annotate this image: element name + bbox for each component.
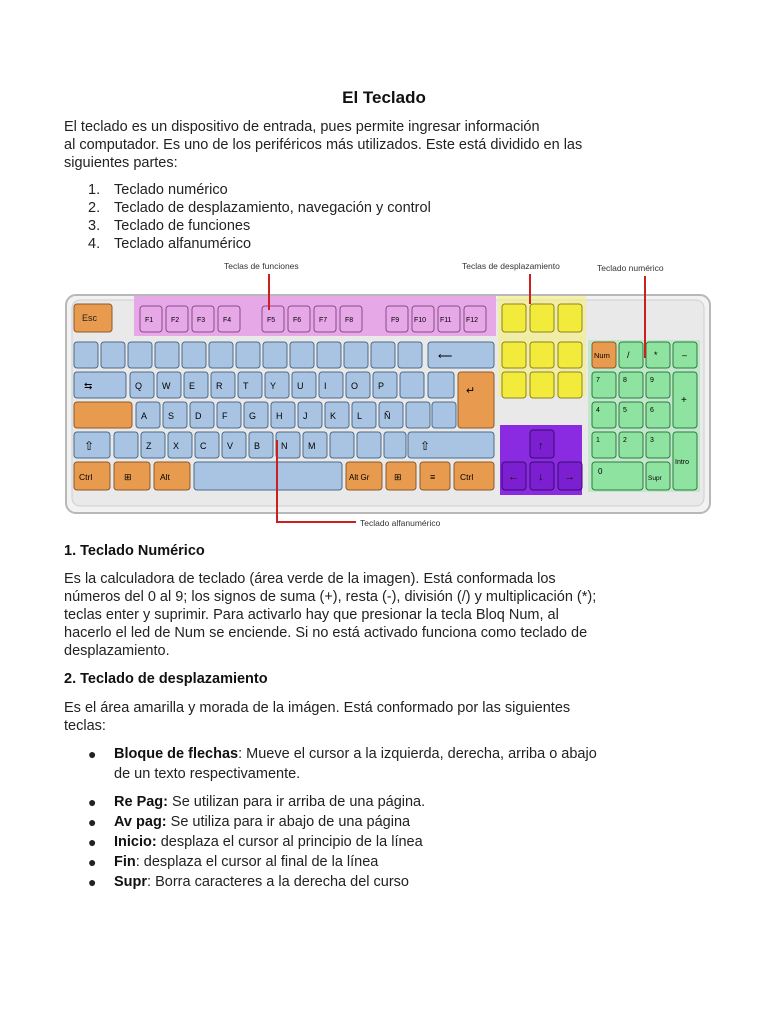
key-num-1 — [592, 432, 616, 458]
keyboard-diagram — [64, 260, 714, 530]
key-number-row — [101, 342, 125, 368]
key-accent-grave — [400, 372, 424, 398]
bullet-text: desplaza el cursor al principio de la línea — [156, 834, 423, 850]
key-alt-label: Alt — [160, 472, 170, 482]
key-num-8 — [619, 372, 643, 398]
key-e — [184, 372, 208, 398]
intro-line: siguientes partes: — [64, 155, 178, 171]
key-enye-label: Ñ — [384, 411, 391, 421]
key-h — [271, 402, 295, 428]
digit-5: 5 — [623, 407, 627, 414]
key-number-row — [263, 342, 287, 368]
key-inicio — [530, 342, 554, 368]
bullet-term: Supr — [114, 874, 148, 890]
key-v-label: V — [227, 441, 234, 451]
bullet-term: Bloque de flechas — [114, 746, 239, 762]
key-num-5 — [619, 402, 643, 428]
bullet-text: de un texto respectivamente. — [114, 766, 301, 782]
key-g-label: G — [249, 411, 257, 421]
key-k — [325, 402, 349, 428]
shift-icon: ⇧ — [84, 439, 95, 453]
key-v — [222, 432, 246, 458]
key-supr-nav — [502, 372, 526, 398]
menu-icon: ≡ — [430, 472, 436, 482]
key-plus-asterisk — [428, 372, 454, 398]
key-x — [168, 432, 192, 458]
list-text: Teclado de desplazamiento, navegación y control — [114, 200, 431, 216]
list-item — [88, 832, 648, 852]
key-ctrl-right-label: Ctrl — [460, 472, 474, 482]
digit-6: 6 — [650, 407, 654, 414]
key-tab — [74, 372, 126, 398]
key-ctrl-left-label: Ctrl — [79, 472, 93, 482]
section1-paragraph — [64, 570, 664, 660]
key-l-label: L — [357, 411, 363, 421]
key-period — [357, 432, 381, 458]
plus-icon: + — [681, 395, 687, 406]
key-f5-label: F5 — [267, 317, 276, 324]
key-s-label: S — [168, 411, 175, 421]
key-t-label: T — [243, 381, 249, 391]
key-e-label: E — [189, 381, 196, 391]
bullet-text: : Borra caracteres a la derecha del curso — [147, 874, 409, 890]
list-item — [88, 217, 431, 235]
key-number-row — [128, 342, 152, 368]
key-bloq-despl — [530, 304, 554, 332]
list-text: Teclado alfanumérico — [114, 236, 252, 252]
key-f1-label: F1 — [145, 317, 154, 324]
paragraph-line: hacerlo el led de Num se enciende. Si no está activado funciona como teclado de — [64, 625, 588, 641]
list-item — [88, 852, 648, 872]
key-m-label: M — [308, 441, 316, 451]
key-number-row — [371, 342, 395, 368]
bullet-text: : desplaza el cursor al final de la línea — [135, 854, 379, 870]
list-item — [88, 744, 648, 784]
bullet-text: Se utilizan para ir arriba de una página. — [168, 794, 426, 810]
key-f7-label: F7 — [319, 317, 328, 324]
key-b-label: B — [254, 441, 261, 451]
key-bloq-mayus — [74, 402, 132, 428]
key-d-label: D — [195, 411, 202, 421]
divide-icon: / — [627, 350, 630, 360]
paragraph-line: teclas enter y suprimir. Para activarlo hay que presionar la tecla Bloq Num, al — [64, 607, 559, 623]
label-functions: Teclas de funciones — [224, 261, 299, 271]
key-r-label: R — [216, 381, 223, 391]
intro-line: El teclado es un dispositivo de entrada, pues permite ingresar información — [64, 119, 540, 135]
key-av-pag — [558, 372, 582, 398]
parts-list — [88, 181, 431, 253]
key-num-4 — [592, 402, 616, 428]
key-number-row — [74, 342, 98, 368]
list-number: 3. — [88, 218, 101, 234]
arrow-right-icon: → — [564, 471, 575, 483]
bullet-icon: ● — [88, 814, 97, 830]
key-number-row — [398, 342, 422, 368]
key-x-label: X — [173, 441, 180, 451]
key-re-pag — [558, 342, 582, 368]
bullet-term: Re Pag: — [114, 794, 168, 810]
section2-paragraph — [64, 699, 664, 735]
keyboard-svg — [64, 260, 714, 530]
key-p-label: P — [378, 381, 385, 391]
bullet-term: Av pag: — [114, 814, 167, 830]
key-num-divide — [619, 342, 643, 368]
bullet-icon: ● — [88, 854, 97, 870]
key-f4-label: F4 — [223, 317, 232, 324]
label-numeric: Teclado numérico — [597, 263, 664, 273]
label-navigation: Teclas de desplazamiento — [462, 261, 560, 271]
key-y — [265, 372, 289, 398]
list-item — [88, 872, 648, 892]
list-number: 2. — [88, 200, 101, 216]
key-num-7 — [592, 372, 616, 398]
key-fin — [530, 372, 554, 398]
paragraph-line: teclas: — [64, 718, 106, 734]
key-num-2 — [619, 432, 643, 458]
key-acute — [406, 402, 430, 428]
key-f2-label: F2 — [171, 317, 180, 324]
paragraph-line: Es el área amarilla y morada de la imágen. Está conformado por las siguientes — [64, 700, 571, 716]
key-num-6 — [646, 402, 670, 428]
key-f9-label: F9 — [391, 317, 400, 324]
section2-heading: 2. Teclado de desplazamiento — [64, 671, 268, 687]
windows-logo-icon: ⊞ — [394, 472, 402, 482]
numpad-digits — [592, 372, 670, 458]
key-a — [136, 402, 160, 428]
arrow-down-icon: ↓ — [538, 471, 544, 483]
key-f10-label: F10 — [414, 317, 427, 324]
digit-4: 4 — [596, 407, 600, 414]
key-f-label: F — [222, 411, 228, 421]
bullet-icon: ● — [88, 834, 97, 850]
key-q-label: Q — [135, 381, 143, 391]
list-item — [88, 792, 648, 812]
key-less-than — [114, 432, 138, 458]
key-p — [373, 372, 397, 398]
list-text: Teclado de funciones — [114, 218, 251, 234]
bullet-text: Se utiliza para ir abajo de una página — [166, 814, 411, 830]
key-z — [141, 432, 165, 458]
key-j-label: J — [303, 411, 308, 421]
multiply-icon: * — [654, 350, 658, 360]
label-alpha: Teclado alfanumérico — [360, 518, 441, 528]
key-number-row — [290, 342, 314, 368]
paragraph-line: números del 0 al 9; los signos de suma (+), resta (-), división (/) y multiplicación (*); — [64, 589, 597, 605]
key-esc-label: Esc — [82, 313, 98, 323]
key-f8-label: F8 — [345, 317, 354, 324]
bullet-term: Fin — [114, 854, 136, 870]
key-b — [249, 432, 273, 458]
key-k-label: K — [330, 411, 337, 421]
key-space — [194, 462, 342, 490]
minus-icon: – — [682, 350, 688, 360]
key-i-label: I — [324, 381, 327, 391]
digit-3: 3 — [650, 437, 654, 444]
key-n-label: N — [281, 441, 288, 451]
key-number-row — [236, 342, 260, 368]
section1-heading: 1. Teclado Numérico — [64, 543, 205, 559]
key-c — [195, 432, 219, 458]
zxcv-row — [114, 432, 406, 458]
key-enter — [458, 372, 494, 428]
key-f11-label: F11 — [440, 317, 452, 324]
document-title: El Teclado — [342, 88, 426, 107]
key-num-label: Num — [594, 351, 610, 360]
intro-line: al computador. Es uno de los periféricos más utilizados. Este está dividido en las — [64, 137, 583, 153]
bullet-text: : Mueve el cursor a la izquierda, derecha, arriba o abajo — [238, 746, 597, 762]
key-number-row — [344, 342, 368, 368]
key-num-multiply — [646, 342, 670, 368]
digit-2: 2 — [623, 437, 627, 444]
key-impr-pant — [502, 304, 526, 332]
key-t — [238, 372, 262, 398]
key-h-label: H — [276, 411, 283, 421]
digit-9: 9 — [650, 377, 654, 384]
enter-arrow-icon: ↵ — [466, 385, 476, 397]
bullet-content — [114, 744, 597, 784]
backspace-arrow-icon: ⟵ — [438, 351, 453, 362]
key-z-label: Z — [146, 441, 152, 451]
list-item — [88, 181, 431, 199]
key-f12-label: F12 — [466, 317, 479, 324]
key-num-supr-label: Supr — [648, 475, 662, 482]
key-y-label: Y — [270, 381, 277, 391]
list-item — [88, 199, 431, 217]
key-c-label: C — [200, 441, 207, 451]
key-num-9 — [646, 372, 670, 398]
key-a-label: A — [141, 411, 148, 421]
key-u-label: U — [297, 381, 304, 391]
key-n — [276, 432, 300, 458]
qwerty-row — [130, 372, 454, 398]
list-item — [88, 235, 431, 253]
tab-arrows-icon: ⇆ — [84, 381, 93, 392]
bullet-icon: ● — [88, 794, 97, 810]
key-minus — [384, 432, 406, 458]
digit-zero: 0 — [598, 467, 603, 476]
key-comma — [330, 432, 354, 458]
list-number: 1. — [88, 182, 101, 198]
key-j — [298, 402, 322, 428]
bullet-icon: ● — [88, 874, 97, 890]
shift-icon: ⇧ — [420, 439, 431, 453]
key-i — [319, 372, 343, 398]
paragraph-line: desplazamiento. — [64, 643, 170, 659]
nav-keys-bullets — [88, 744, 648, 892]
digit-1: 1 — [596, 437, 600, 444]
key-f — [217, 402, 241, 428]
list-item — [88, 812, 648, 832]
paragraph-line: Es la calculadora de teclado (área verde de la imagen). Está conformada los — [64, 571, 556, 587]
key-u — [292, 372, 316, 398]
key-altgr-label: Alt Gr — [349, 473, 370, 482]
digit-7: 7 — [596, 377, 600, 384]
intro-paragraph — [64, 118, 664, 172]
digit-8: 8 — [623, 377, 627, 384]
arrow-up-icon: ↑ — [538, 440, 544, 452]
key-r — [211, 372, 235, 398]
key-enye — [379, 402, 403, 428]
key-l — [352, 402, 376, 428]
key-s — [163, 402, 187, 428]
key-f6-label: F6 — [293, 317, 302, 324]
key-insert — [502, 342, 526, 368]
bullet-term: Inicio: — [114, 834, 157, 850]
list-text: Teclado numérico — [114, 182, 228, 198]
key-f3-label: F3 — [197, 317, 206, 324]
key-windows-left — [114, 462, 150, 490]
arrow-left-icon: ← — [508, 471, 519, 483]
key-num-enter-label: Intro — [675, 459, 690, 466]
key-number-row — [209, 342, 233, 368]
key-number-row — [155, 342, 179, 368]
key-d — [190, 402, 214, 428]
key-number-row — [182, 342, 206, 368]
key-number-row — [317, 342, 341, 368]
list-number: 4. — [88, 236, 101, 252]
key-cedilla — [432, 402, 456, 428]
key-w-label: W — [162, 381, 171, 391]
key-pausa — [558, 304, 582, 332]
bullet-icon: ● — [88, 746, 97, 762]
key-o-label: O — [351, 381, 359, 391]
key-num-3 — [646, 432, 670, 458]
windows-logo-icon: ⊞ — [124, 472, 132, 482]
